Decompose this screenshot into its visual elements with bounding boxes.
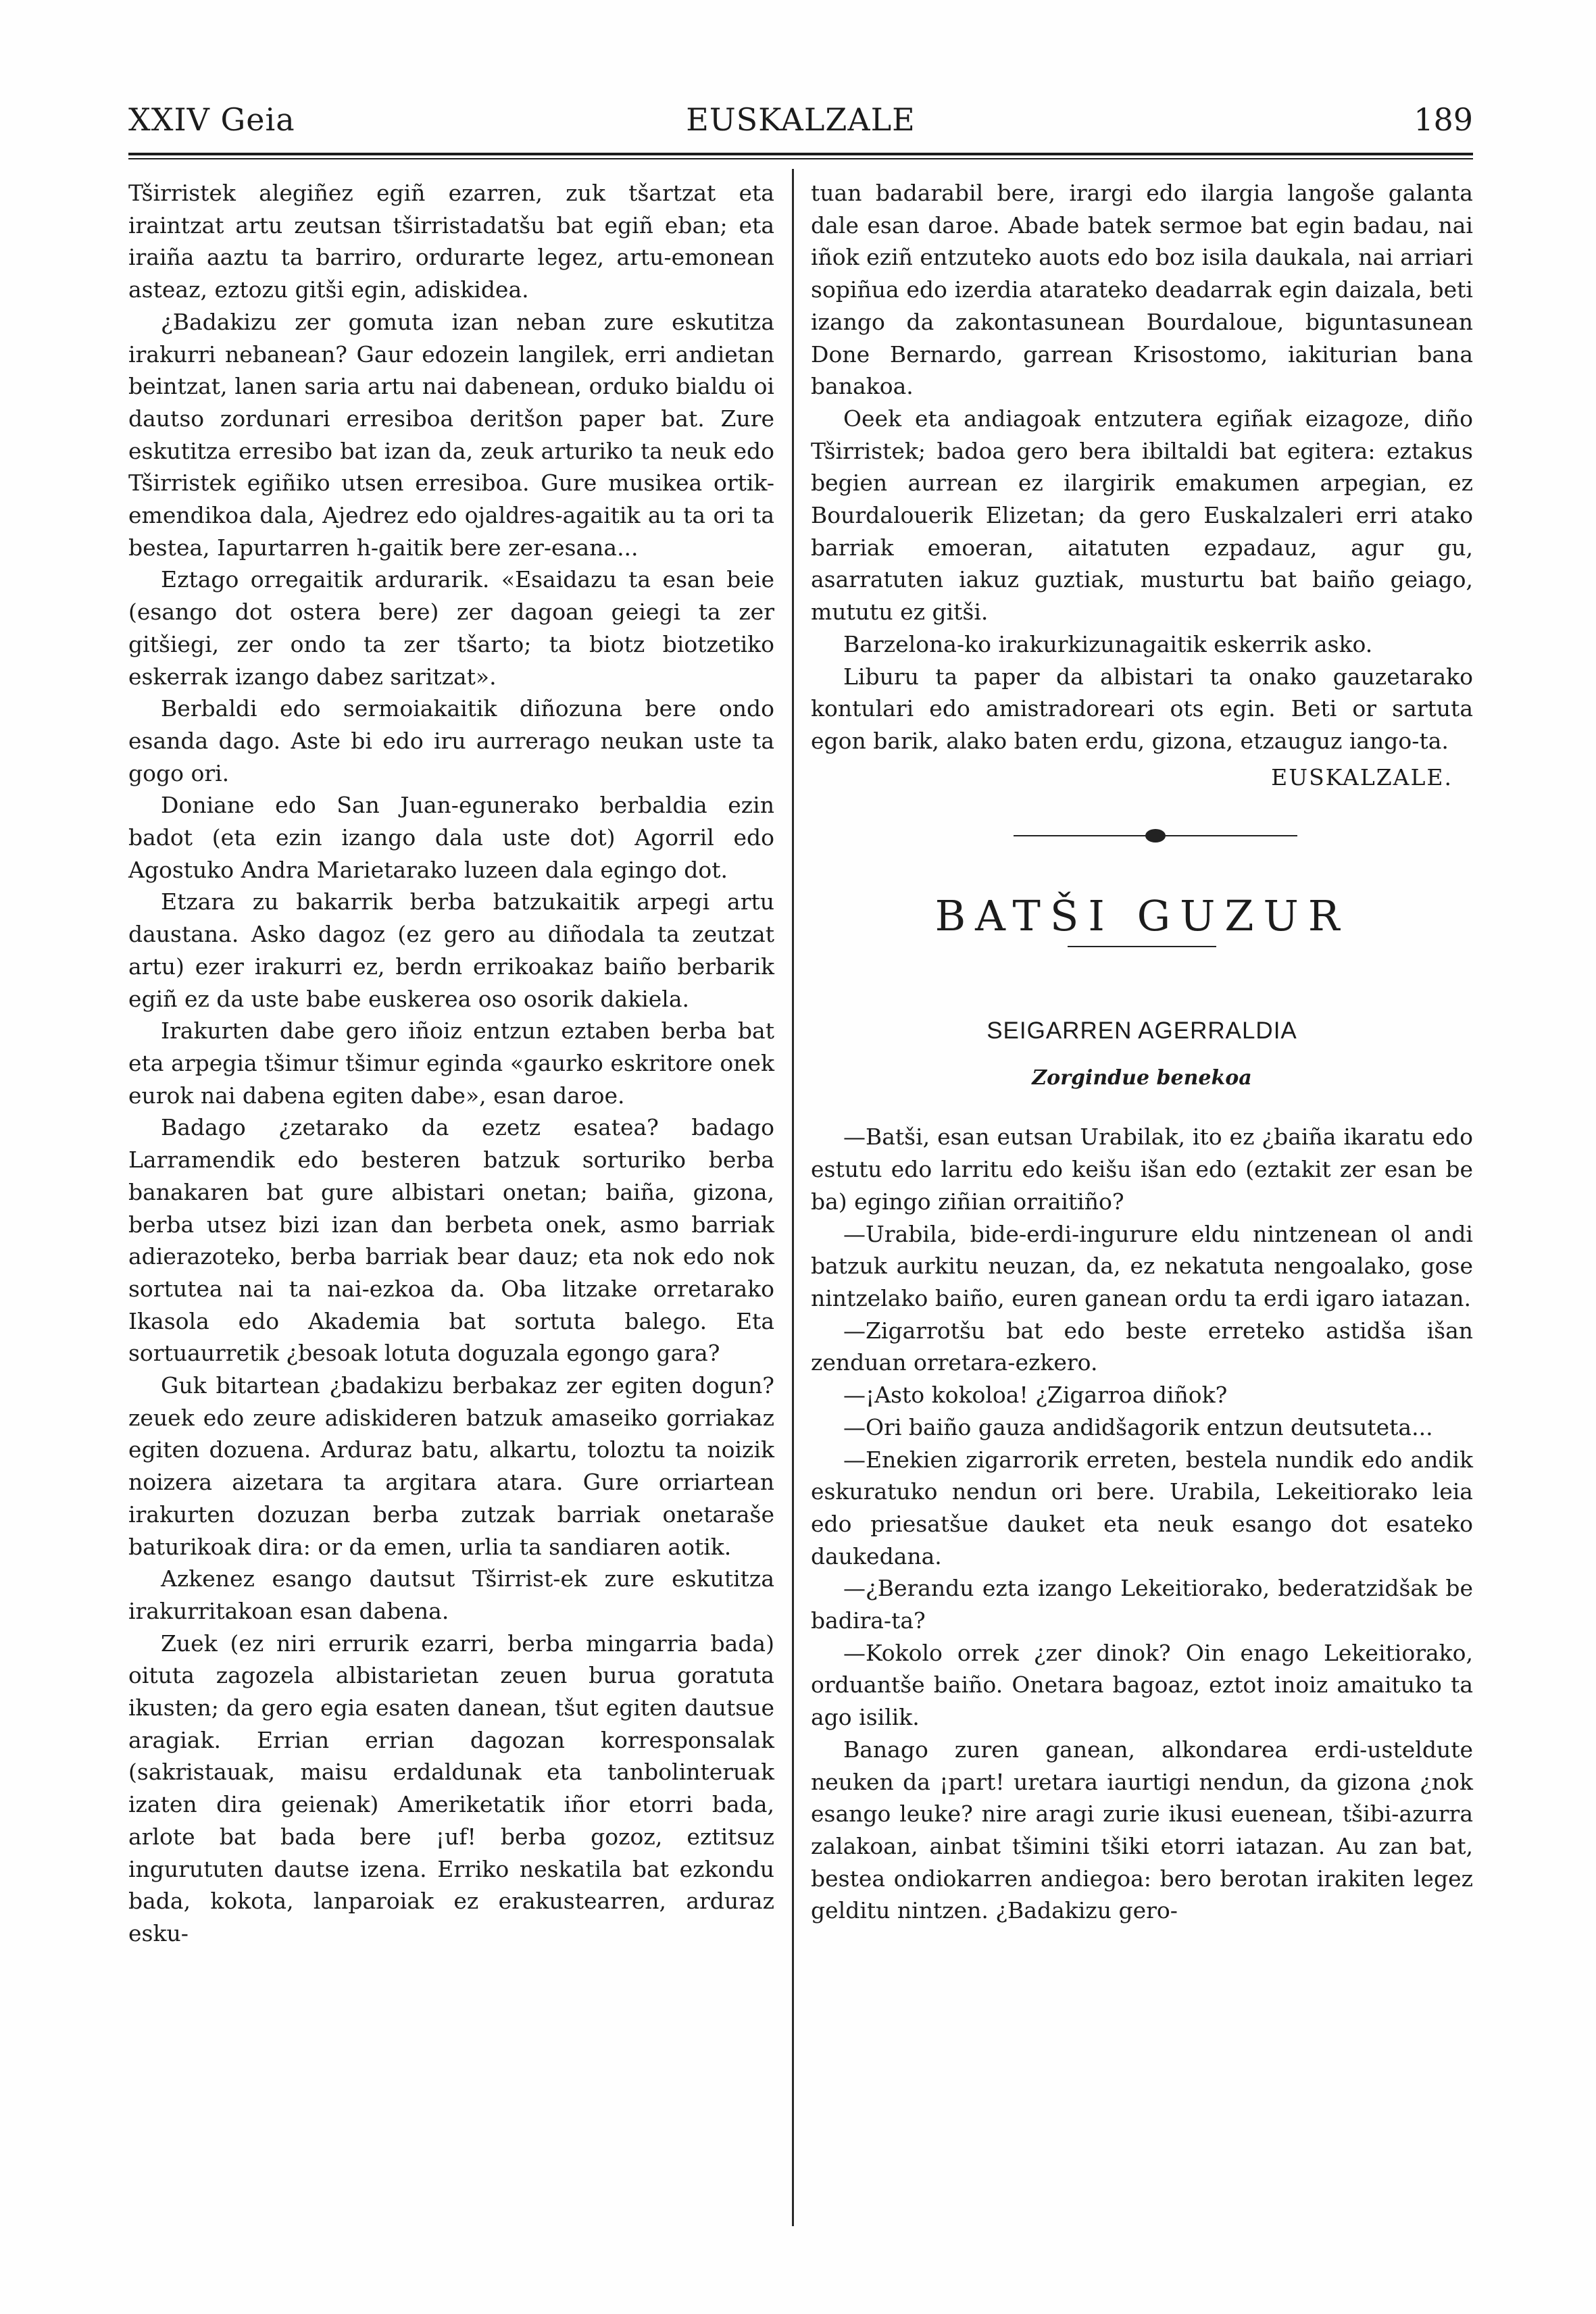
paragraph: —¡Asto kokoloa! ¿Zigarroa diñok?	[843, 1382, 1228, 1409]
paragraph: Liburu ta paper da albistari ta onako gauzetarako kontulari edo amistradoreari ots egin. Beti or sartuta egon barik, alako baten erdu, gizona, etzauguz iango-ta.	[811, 663, 1473, 754]
column-divider	[792, 169, 794, 2226]
paragraph: —Urabila, bide-erdi-ingurure eldu nintzenean ol andi batzuk aurkitu neuzan, da, ez nekatuta nengoalako, gose nintzelako baiño, euren ganean ordu ta erdi igaro iatazan.	[811, 1220, 1473, 1311]
signature: EUSKALZALE.	[1271, 763, 1453, 790]
issue-number: XXIV Geia	[128, 101, 295, 138]
paragraph: Oeek eta andiagoak entzutera egiñak eizagoze, diño Tširristek; badoa gero bera ibiltaldi bat egitera: eztakus begien aurrean ez ilargirik emakumen arpegian, ez Bourdalouerik Elizetan; da gero Euskalzaleri erri atako barriak emoeran, aitatuten ezpadauz, agur gu, asarratuten iakuz guztiak, musturtu bat baiño geiago, mututu ez gitši.	[811, 405, 1473, 626]
right-column	[811, 177, 1473, 1927]
paragraph: —Batši, esan eutsan Urabilak, ito ez ¿baiña ikaratu edo estutu edo larritu edo keišu išan edo (eztakit zer esan be ba) egingo ziñian orraitiño?	[811, 1124, 1473, 1215]
header-rule	[128, 153, 1473, 155]
section-ornament	[811, 812, 1473, 859]
title-underline	[1068, 946, 1216, 947]
paragraph: Etzara zu bakarrik berba batzukaitik arpegi artu daustana. Asko dagoz (ez gero au diñodala ta zeutzat artu) ezer irakurri ez, berdn errikoakaz baiño berbarik egiñ ez da uste babe euskerea oso osorik dakiela.	[128, 888, 774, 1012]
paragraph: Tširristek alegiñez egiñ ezarren, zuk tšartzat eta iraintzat artu zeutsan tširristadatšu bat egiñ eban; eta iraiña aaztu ta barriro, ordurarte legez, artu-emonean asteaz, eztozu gitši egin, adiskidea.	[128, 180, 774, 303]
paragraph: Eztago orregaitik ardurarik. «Esaidazu ta esan beie (esango dot ostera bere) zer dagoan geiegi ta zer gitšiegi, zer ondo ta zer tšarto; ta biotz biotzetiko eskerrak izango dabez saritzat».	[128, 566, 774, 690]
paragraph: —Enekien zigarrorik erreten, bestela nundik edo andik eskuratuko nendun ori bere. Urabila, Lekeitiorako leia edo priesatšue dauket eta neuk esango dot esateko daukedana.	[811, 1446, 1473, 1569]
chapter-subtitle: Zorgindue benekoa	[1032, 1065, 1252, 1090]
page-number: 189	[1414, 101, 1473, 138]
paragraph: —Ori baiño gauza andidšagorik entzun deutsuteta...	[843, 1413, 1433, 1440]
paragraph: Doniane edo San Juan-egunerako berbaldia ezin badot (eta ezin izango dala uste dot) Agorril edo Agostuko Andra Marietarako luzeen dala egingo dot.	[128, 792, 774, 883]
story-title: BATŠI GUZUR	[934, 891, 1349, 941]
paragraph: ¿Badakizu zer gomuta izan neban zure eskutitza irakurri nebanean? Gaur edozein langilek, erri andietan beintzat, lanen saria artu nai dabenean, orduko bialdu oi dautso zordunari erresiboa deritšon paper bat. Zure eskutitza erresibo bat izan da, zeuk arturiko ta neuk edo Tširristek egiñiko utsen erresiboa. Gure musikea ortik-emendikoa dala, Ajedrez edo ojaldres-agaitik au ta ori ta bestea, Iapurtarren h-gaitik bere zer-esana...	[128, 308, 774, 561]
paragraph: Azkenez esango dautsut Tširrist-ek zure eskutitza irakurritakoan esan dabena.	[128, 1565, 774, 1624]
paragraph: —¿Berandu ezta izango Lekeitiorako, bederatzidšak be badira-ta?	[811, 1575, 1473, 1634]
paragraph: —Kokolo orrek ¿zer dinok? Oin enago Lekeitiorako, orduantše baiño. Onetara bagoaz, eztot inoiz amaituko ta ago isilik.	[811, 1639, 1473, 1731]
journal-title: EUSKALZALE	[686, 101, 916, 138]
page-header	[128, 101, 1473, 149]
ornament-dot	[1145, 829, 1166, 842]
header-rule-thin	[128, 158, 1473, 159]
paragraph: tuan badarabil bere, irargi edo ilargia langoše galanta dale esan daroe. Abade batek sermoe bat egin badau, nai iñok eziñ entzuteko auots edo boz isila daukala, nai arriari sopiñua edo izerdia atarateko deadarrak egin daizala, beti izango da zakontasunean Bourdaloue, biguntasunean Done Bernardo, garrean Krisostomo, iakiturian bana banakoa.	[811, 180, 1474, 400]
paragraph: Guk bitartean ¿badakizu berbakaz zer egiten dogun? zeuek edo zeure adiskideren batzuk amaseiko gorriakaz egiten dozuena. Arduraz batu, alkartu, toloztu ta noizik noizera aizetara ta argitara atara. Gure orriartean irakurten dozuzan berba zutzak barriak onetarašе baturikoak dira: or da emen, urlia ta sandiaren aotik.	[128, 1372, 774, 1560]
left-column	[128, 177, 774, 1950]
paragraph: Berbaldi edo sermoiakaitik diñozuna bere ondo esanda dago. Aste bi edo iru aurrerago neukan uste ta gogo ori.	[128, 695, 774, 786]
paragraph: Irakurten dabe gero iñoiz entzun eztaben berba bat eta arpegia tšimur tšimur eginda «gaurko eskritore onek eurok nai dabena egiten dabe», esan daroe.	[128, 1017, 774, 1109]
paragraph: Zuek (ez niri errurik ezarri, berba mingarria bada) oituta zagozela albistarietan zeuen burua goratuta ikusten; da gero egia esaten danean, tšut egiten dautsue aragiak. Errian errian dagozan korresponsalak (sakristauak, maisu erdaldunak eta tanbolinteruak izaten dira geienak) Ameriketatik iñor etorri bada, arlote bat bada bere ¡uf! berba gozoz, eztitsuz ingurututen dautse izena. Erriko neskatila bat ezkondu bada, kokota, lanparoiak ez erakustearren, arduraz esku-	[128, 1630, 774, 1946]
paragraph: Badago ¿zetarako da ezetz esatea? badago Larramendik edo besteren batzuk sorturiko berba banakaren bat gure albistari onetan; baiña, gizona, berba utsez bizi izan dan berbeta onek, asmo barriak adierazoteko, berba barriak bear dauz; eta nok edo nok sortutea nai ta nai-ezkoa da. Oba litzake orretarako Ikasola edo Akademia bat sortuta balego. Eta sortuaurretik ¿besoak lotuta doguzala egongo gara?	[128, 1114, 774, 1367]
chapter-heading: SEIGARREN AGERRALDIA	[987, 1017, 1297, 1045]
paragraph: Barzelona-ko irakurkizunagaitik eskerrik asko.	[843, 630, 1373, 657]
paragraph: —Zigarrotšu bat edo beste erreteko astidša išan zenduan orretara-ezkero.	[811, 1317, 1473, 1376]
paragraph: Banago zuren ganean, alkondarea erdi-usteldute neuken da ¡part! uretara iaurtigi nendun, da gizona ¿nok esango leuke? nire aragi zurie ikusi euenean, tšibi-azurra zalakoan, ainbat tšimini tšiki etorri iatazan. Au zan bat, bestea ondiokarren andiegoa: bero berotan irakiten legez gelditu nintzen. ¿Badakizu gero-	[811, 1736, 1473, 1924]
